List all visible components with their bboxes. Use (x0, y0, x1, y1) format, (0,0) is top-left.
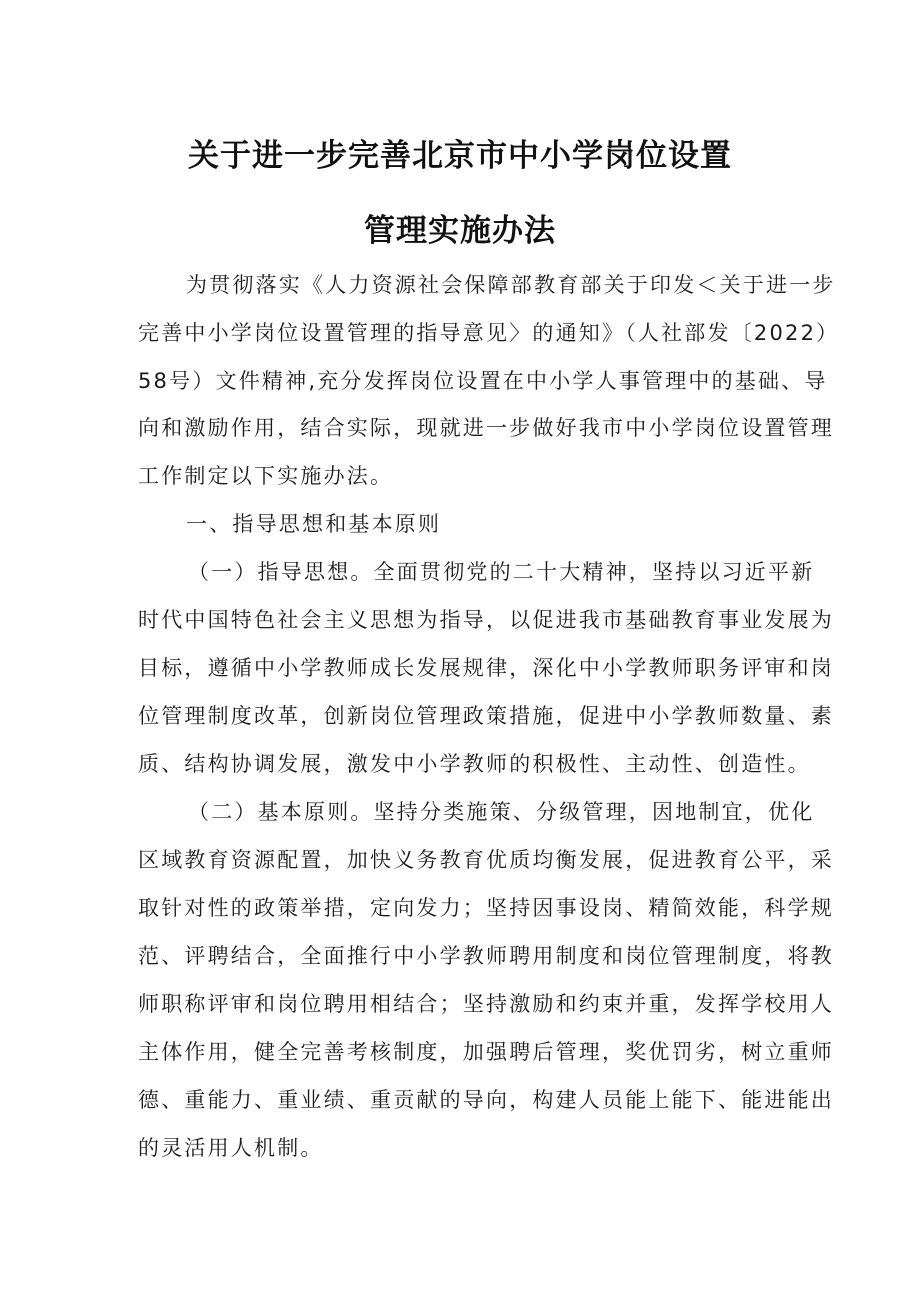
paragraph-line: 主体作用，健全完善考核制度，加强聘后管理，奖优罚劣，树立重师 (138, 1040, 834, 1064)
paragraph-line: 完善中小学岗位设置管理的指导意见〉的通知》（人社部发〔2022） (138, 321, 840, 345)
paragraph-line: 目标，遵循中小学教师成长发展规律，深化中小学教师职务评审和岗 (138, 656, 834, 680)
paragraph-line: 德、重能力、重业绩、重贡献的导向，构建人员能上能下、能进能出 (138, 1088, 834, 1112)
paragraph-line: 范、评聘结合，全面推行中小学教师聘用制度和岗位管理制度，将教 (138, 944, 834, 968)
document-title-line-1: 关于进一步完善北京市中小学岗位设置 (188, 138, 732, 174)
paragraph-line: 的灵活用人机制。 (138, 1136, 324, 1160)
paragraph-line: （二）基本原则。坚持分类施策、分级管理，因地制宜，优化 (188, 800, 815, 824)
paragraph-line: 师职称评审和岗位聘用相结合；坚持激励和约束并重，发挥学校用人 (138, 992, 834, 1016)
paragraph-line: 取针对性的政策举措，定向发力；坚持因事设岗、精简效能，科学规 (138, 896, 834, 920)
paragraph-line: 58号）文件精神,充分发挥岗位设置在中小学人事管理中的基础、导 (138, 369, 828, 393)
paragraph-line: 质、结构协调发展，激发中小学教师的积极性、主动性、创造性。 (138, 752, 811, 776)
document-title-line-2: 管理实施办法 (364, 213, 556, 249)
paragraph-line: 向和激励作用，结合实际，现就进一步做好我市中小学岗位设置管理 (138, 416, 834, 440)
paragraph-line: 时代中国特色社会主义思想为指导，以促进我市基础教育事业发展为 (138, 608, 834, 632)
paragraph-line: 工作制定以下实施办法。 (138, 464, 394, 488)
paragraph-line: （一）指导思想。全面贯彻党的二十大精神，坚持以习近平新 (188, 560, 815, 584)
paragraph-line: 为贯彻落实《人力资源社会保障部教育部关于印发＜关于进一步 (186, 273, 836, 297)
section-heading: 一、指导思想和基本原则 (186, 512, 442, 536)
paragraph-line: 位管理制度改革，创新岗位管理政策措施，促进中小学教师数量、素 (138, 704, 834, 728)
paragraph-line: 区域教育资源配置，加快义务教育优质均衡发展，促进教育公平，采 (138, 848, 834, 872)
